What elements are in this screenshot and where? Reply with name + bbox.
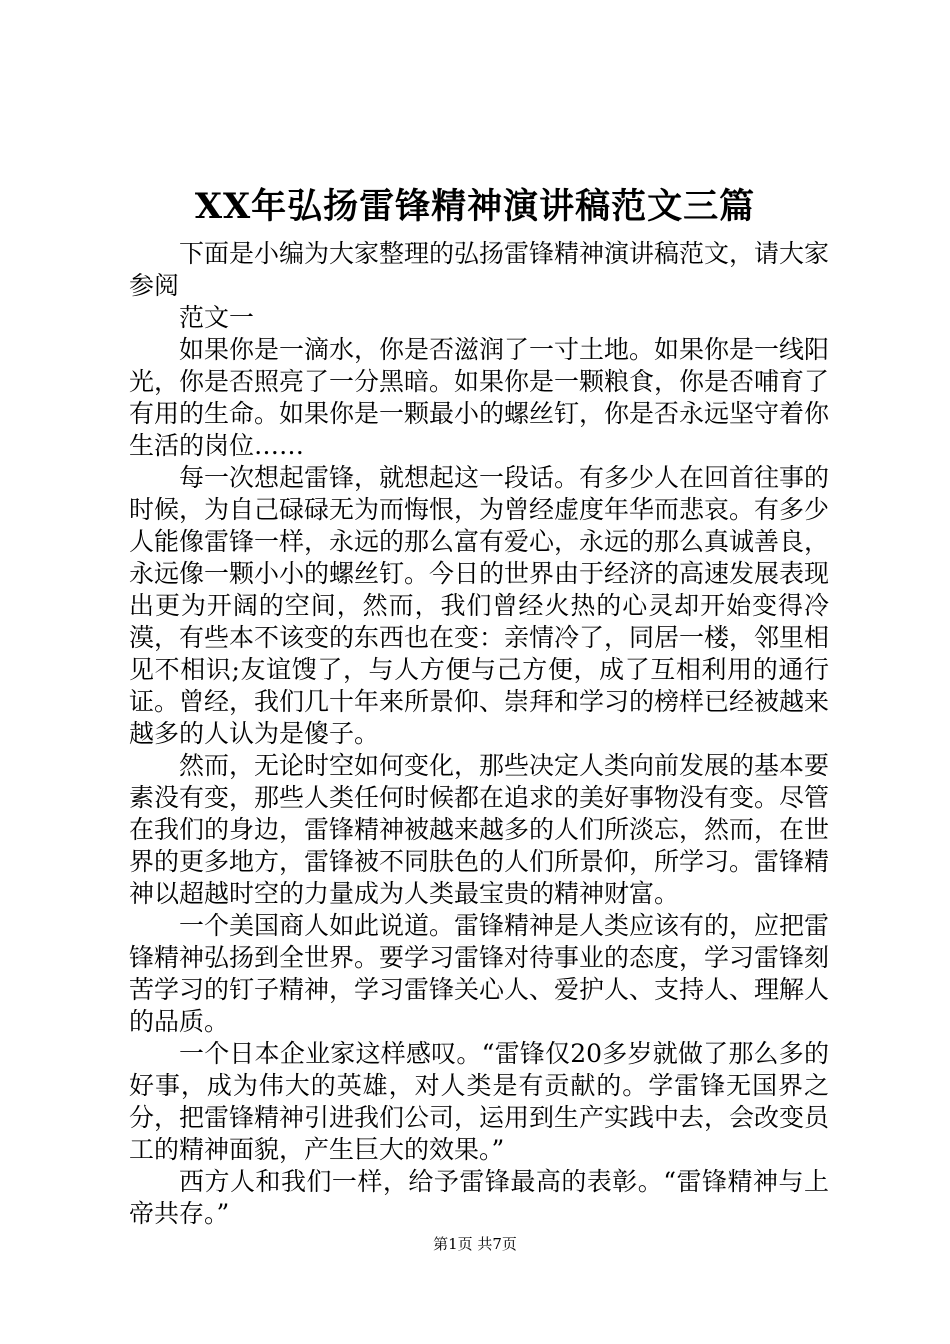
document-title: XX年弘扬雷锋精神演讲稿范文三篇 — [194, 186, 756, 227]
paragraph: 一个美国商人如此说道。雷锋精神是人类应该有的，应把雷锋精神弘扬到全世界。要学习雷锋对待事业的态度，学习雷锋刻苦学习的钉子精神，学习雷锋关心人、爱护人、支持人、理解人的品质。 — [129, 911, 830, 1036]
paragraph: 如果你是一滴水，你是否滋润了一寸土地。如果你是一线阳光，你是否照亮了一分黑暗。如果你是一颗粮食，你是否哺育了有用的生命。如果你是一颗最小的螺丝钉，你是否永远坚守着你生活的岗位…… — [129, 335, 830, 460]
paragraph: 然而，无论时空如何变化，那些决定人类向前发展的基本要素没有变，那些人类任何时候都在追求的美好事物没有变。尽管在我们的身边，雷锋精神被越来越多的人们所淡忘，然而，在世界的更多地方，雷锋被不同肤色的人们所景仰，所学习。雷锋精神以超越时空的力量成为人类最宝贵的精神财富。 — [129, 751, 830, 908]
paragraph: 西方人和我们一样，给予雷锋最高的表彰。“雷锋精神与上帝共存。” — [129, 1167, 829, 1228]
paragraph: 一个日本企业家这样感叹。“雷锋仅20多岁就做了那么多的好事，成为伟大的英雄，对人类是有贡献的。学雷锋无国界之分，把雷锋精神引进我们公司，运用到生产实践中去，会改变员工的精神面貌，产生巨大的效果。” — [129, 1039, 830, 1164]
paragraph: 每一次想起雷锋，就想起这一段话。有多少人在回首往事的时候，为自己碌碌无为而悔恨，为曾经虚度年华而悲哀。有多少人能像雷锋一样，永远的那么富有爱心，永远的那么真诚善良，永远像一颗小小的螺丝钉。今日的世界由于经济的高速发展表现出更为开阔的空间，然而，我们曾经火热的心灵却开始变得冷漠，有些本不该变的东西也在变：亲情冷了，同居一楼，邻里相见不相识;友谊馊了，与人方便与己方便，成了互相利用的通行证。曾经，我们几十年来所景仰、崇拜和学习的榜样已经被越来越多的人认为是傻子。 — [129, 463, 830, 748]
page-number-footer: 第1页 共7页 — [433, 1235, 517, 1253]
paragraph-intro: 下面是小编为大家整理的弘扬雷锋精神演讲稿范文，请大家参阅 — [129, 239, 830, 300]
document-body — [129, 238, 829, 1230]
paragraph-section-heading: 范文一 — [179, 303, 255, 332]
